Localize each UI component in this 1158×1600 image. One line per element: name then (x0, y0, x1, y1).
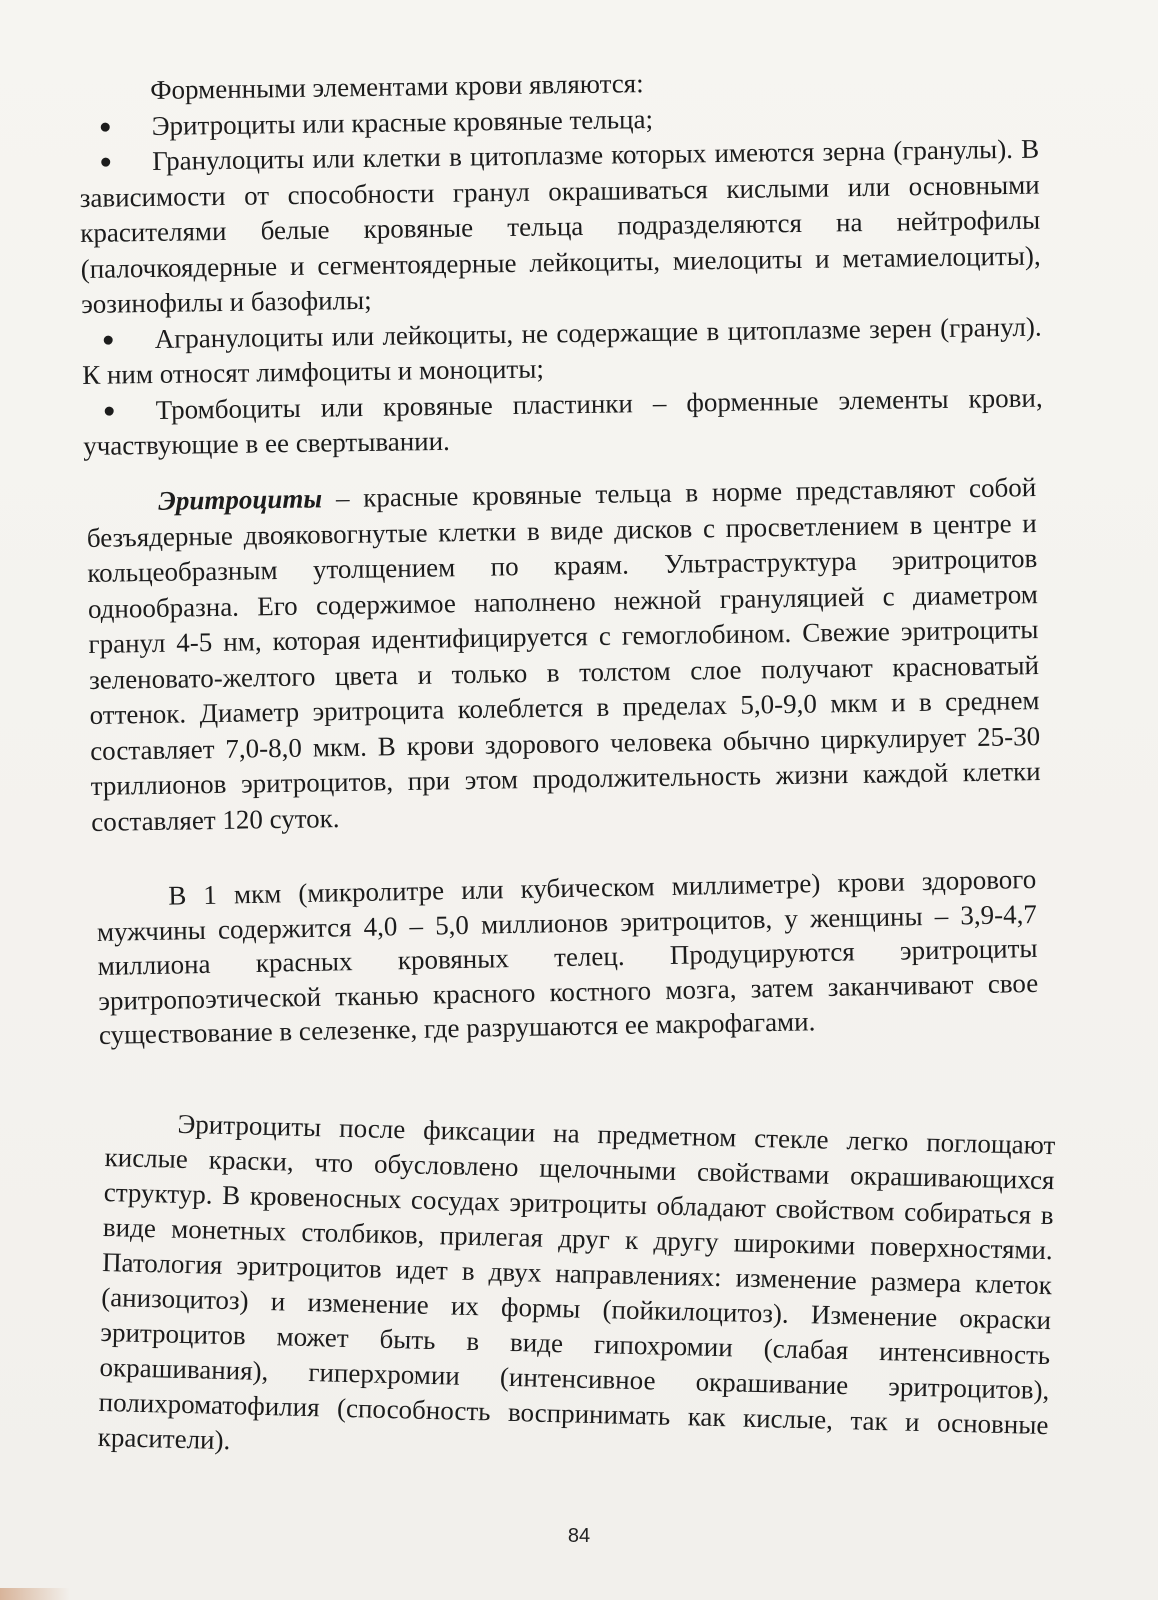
page-number: 84 (567, 1525, 591, 1547)
bullet-icon (101, 158, 110, 167)
count-section (96, 862, 1039, 1053)
list-item: Эритроциты или красные кровяные тельца; (78, 96, 1038, 145)
erythrocytes-term: Эритроциты (158, 483, 323, 516)
fixation-section (97, 1105, 1055, 1478)
bullet-icon (105, 406, 114, 415)
corner-smudge (0, 1588, 70, 1600)
list-item: Тромбоциты или кровяные пластинки – форменные элементы крови, участвующие в ее свертывании. (82, 382, 1043, 461)
count-paragraph: В 1 мкм (микролитре или кубическом миллиметре) крови здорового мужчины содержится 4,0 – 5,0 миллионов эритроцитов, у женщины – 3,9-4,7 миллиона красных кровяных телец. Продуцируются эритроциты эритропоэтической тканью красного костного мозга, затем заканчивают свое существование в селезенке, где разрушаются ее макрофагами. (96, 863, 1039, 1050)
intro-heading: Форменными элементами крови являются: (150, 68, 644, 105)
intro-section (78, 61, 1043, 465)
list-item: Гранулоциты или клетки в цитоплазме которых имеются зерна (гранулы). В зависимости от способности гранул окрашиваться кислыми или основными красителями белые кровяные тельца подразделяются на нейтрофилы (палочкоядерные и сегментоядерные лейкоциты, миелоциты и метамиелоциты), эозинофилы и базофилы; (79, 133, 1041, 319)
erythrocytes-text: – красные кровяные тельца в норме представляют собой безъядерные двояковогнутые клетки в виде дисков с просветлением в центре и кольцеобразным утолщением по краям. Ультраструктура эритроцитов однообразна. Его содержимое наполнено нежной грануляцией с диаметром гранул 4-5 нм, которая идентифицируется с гемоглобином. Свежие эритроциты зеленовато-желтого цвета и только в толстом слое получают красноватый оттенок. Диаметр эритроцита колеблется в пределах 5,0-9,0 мкм и в среднем составляет 7,0-8,0 мкм. В крови здорового человека обычно циркулирует 25-30 триллионов эритроцитов, при этом продолжительность жизни каждой клетки составляет 120 суток. (86, 472, 1041, 837)
erythrocytes-section (86, 470, 1041, 840)
fixation-paragraph: Эритроциты после фиксации на предметном стекле легко поглощают кислые краски, что обусловлено щелочными свойствами окрашивающихся структур. В кровеносных сосудах эритроциты обладают свойством собираться в виде монетных столбиков, прилегая друг к другу широкими поверхностями. Патология эритроцитов идет в двух направлениях: изменение размера клеток (анизоцитоз) и изменение их формы (пойкилоцитоз). Изменение окраски эритроцитов может быть в виде гипохромии (слабая интенсивность окрашивания), гиперхромии (интенсивное окрашивание эритроцитов), полихроматофилия (способность воспринимать как кислые, так и основные красители). (97, 1108, 1056, 1456)
bullet-icon (101, 122, 110, 131)
bullet-icon (104, 335, 113, 344)
erythrocytes-paragraph (86, 470, 1041, 840)
list-item: Агранулоциты или лейкоциты, не содержащие в цитоплазме зерен (гранул). К ним относят лимфоциты и моноциты; (81, 311, 1042, 390)
